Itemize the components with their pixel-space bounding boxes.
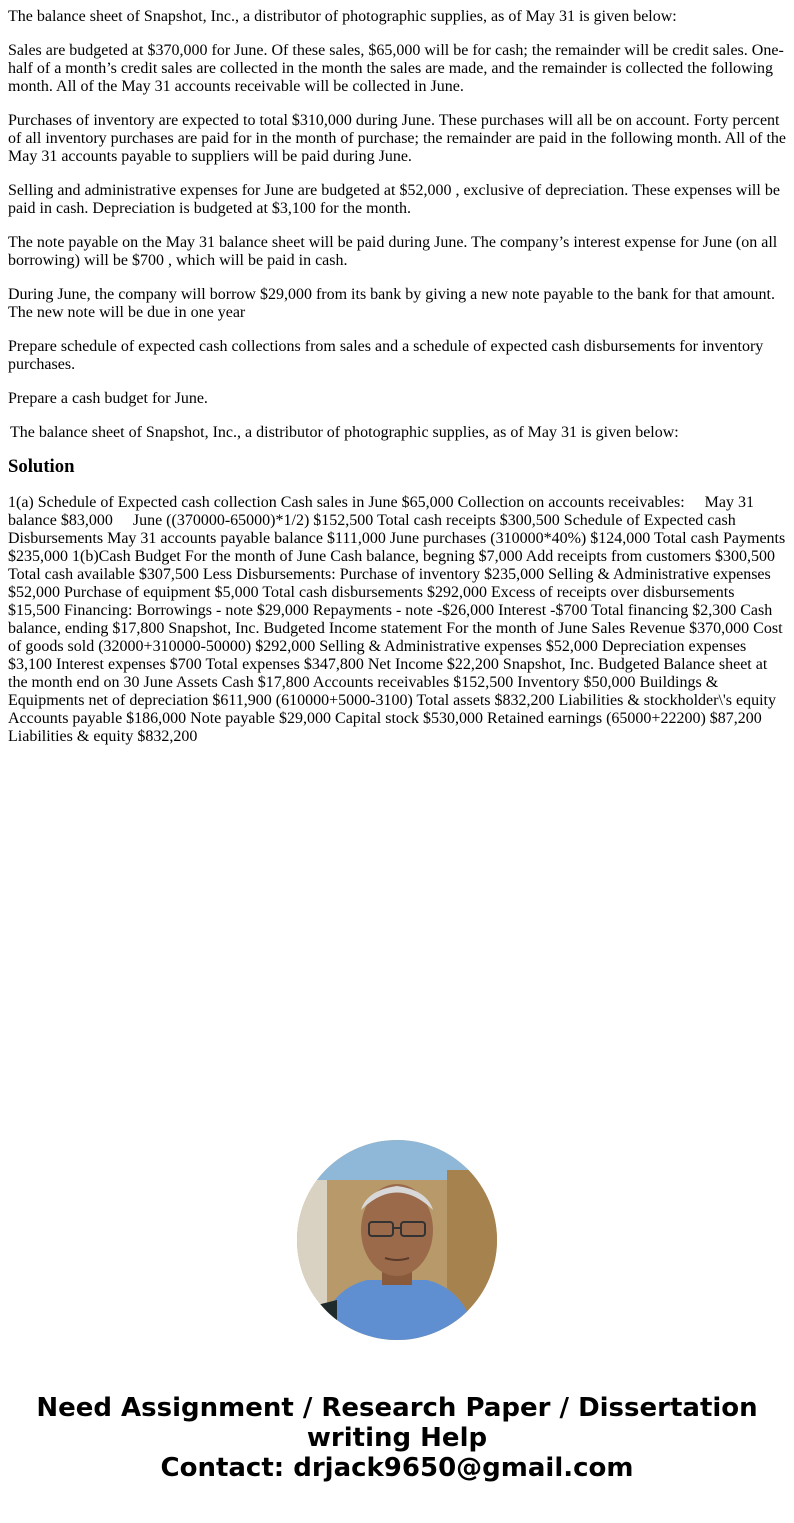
footer-email: Contact: drjack9650@gmail.com	[160, 1453, 634, 1483]
solution-text: 1(a) Schedule of Expected cash collection Cash sales in June $65,000 Collection on accounts receivables: May 31 balance $83,000 June ((370000-65000)*1/2) $152,500 Total cash receipts $300,500 Schedule of Expected cash Disbursements May 31 accounts payable balance $111,000 June purchases (310000*40%) $124,000 Total cash Payments $235,000 1(b)Cash Budget For the month of June Cash balance, begning $7,000 Add receipts from customers $300,500 Total cash available $307,500 Less Disbursements: Purchase of inventory $235,000 Selling & Administrative expenses $52,000 Purchase of equipment $5,000 Total cash disbursements $292,000 Excess of receipts over disbursements $15,500 Financing: Borrowings - note $29,000 Repayments - note -$26,000 Interest -$700 Total financing $2,300 Cash balance, ending $17,800 Snapshot, Inc. Budgeted Income statement For the month of June Sales Revenue $370,000 Cost of goods sold (32000+310000-50000) $292,000 Selling & Administrative expenses $52,000 Depreciation expenses $3,100 Interest expenses $700 Total expenses $347,800 Net Income $22,200 Snapshot, Inc. Budgeted Balance sheet at the month end on 30 June Assets Cash $17,800 Accounts receivables $152,500 Inventory $50,000 Buildings & Equipments net of depreciation $611,900 (610000+5000-3100) Total assets $832,200 Liabilities & stockholder\'s equity Accounts payable $186,000 Note payable $29,000 Capital stock $530,000 Retained earnings (65000+22200) $87,200 Liabilities & equity $832,200	[8, 494, 790, 745]
question-paragraph: Purchases of inventory are expected to total $310,000 during June. These purchases will all be on account. Forty percent of all inventory purchases are paid for in the month of purchase; the remainder are paid in the following month. All of the May 31 accounts payable to suppliers will be paid during June.	[8, 112, 786, 165]
author-photo-icon	[297, 1140, 497, 1340]
solution-heading: Solution	[8, 456, 75, 477]
question-repeat-line: The balance sheet of Snapshot, Inc., a distributor of photographic supplies, as of May 31 is given below:	[10, 424, 679, 441]
author-avatar	[297, 1140, 497, 1340]
question-paragraph: The balance sheet of Snapshot, Inc., a distributor of photographic supplies, as of May 31 is given below:	[8, 8, 677, 25]
question-paragraph: Selling and administrative expenses for June are budgeted at $52,000 , exclusive of depreciation. These expenses will be paid in cash. Depreciation is budgeted at $3,100 for the month.	[8, 182, 780, 217]
question-paragraph: During June, the company will borrow $29,000 from its bank by giving a new note payable to the bank for that amount. The new note will be due in one year	[8, 286, 775, 321]
footer-help-text: Need Assignment / Research Paper / Dissertation writing Help	[36, 1393, 758, 1453]
question-paragraph: The note payable on the May 31 balance sheet will be paid during June. The company’s interest expense for June (on all borrowing) will be $700 , which will be paid in cash.	[8, 234, 778, 269]
question-paragraph: Prepare schedule of expected cash collections from sales and a schedule of expected cash disbursements for inventory purchases.	[8, 338, 764, 373]
question-paragraph: Prepare a cash budget for June.	[8, 390, 208, 407]
footer-contact	[8, 1393, 786, 1483]
question-paragraph: Sales are budgeted at $370,000 for June. Of these sales, $65,000 will be for cash; the remainder will be credit sales. One-half of a month’s credit sales are collected in the month the sales are made, and the remainder is collected the following month. All of the May 31 accounts receivable will be collected in June.	[8, 42, 784, 95]
avatar-container	[8, 1140, 786, 1345]
question-section	[8, 8, 786, 442]
